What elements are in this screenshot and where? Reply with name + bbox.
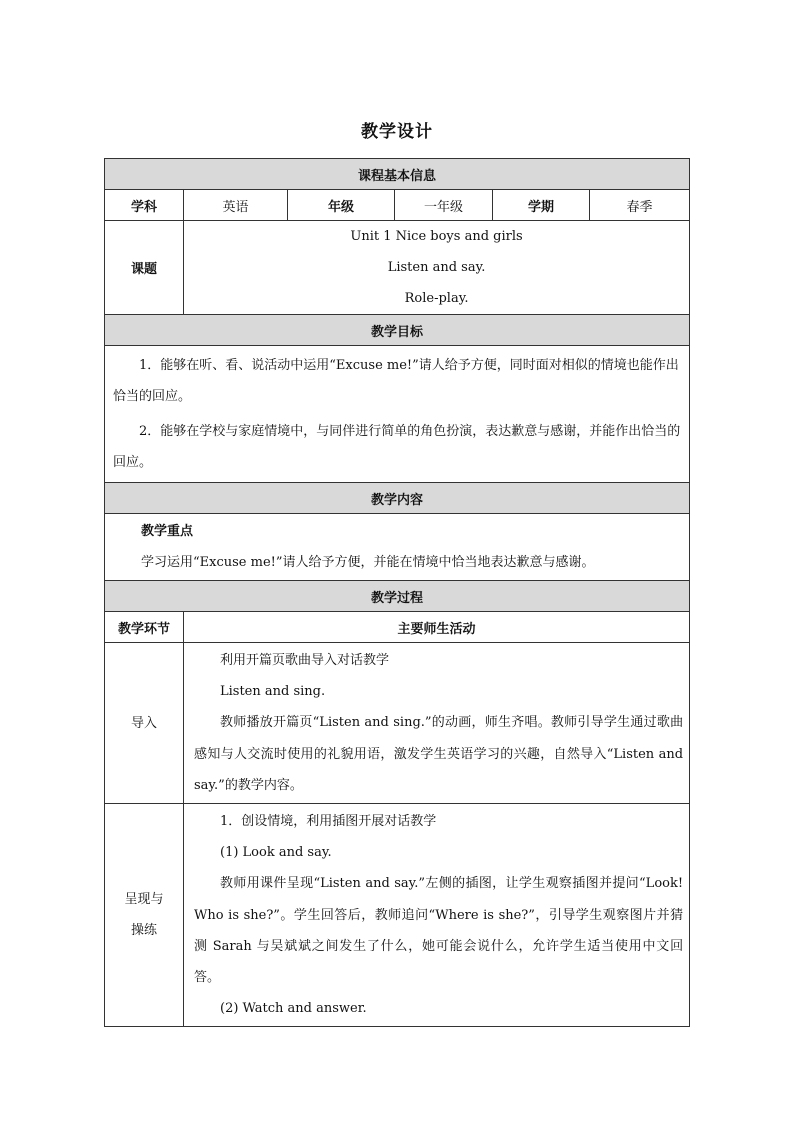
key-point-label: 教学重点	[141, 524, 194, 539]
term-value: 春季	[590, 190, 690, 221]
stage-activity	[184, 643, 690, 804]
topic-label: 课题	[105, 221, 184, 315]
grade-value: 一年级	[395, 190, 493, 221]
activity-line: 教师播放开篇页“Listen and sing.”的动画，师生齐唱。教师引导学生通过歌曲感知与人交流时使用的礼貌用语，激发学生英语学习的兴趣，自然导入“Listen and say.”的教学内容。	[194, 715, 684, 793]
topic-value	[184, 221, 690, 315]
activity-line: 教师用课件呈现“Listen and say.”左侧的插图，让学生观察插图并提问“Look! Who is she?”。学生回答后，教师追问“Where is she?”，引导学生观察图片并猜测 Sarah 与吴斌斌之间发生了什么，她可能会说什么，允许学生适当使用中文回答。	[194, 876, 684, 986]
stage-column-header: 教学环节	[105, 612, 184, 643]
stage-name	[105, 804, 184, 1027]
activity-line: 1．创设情境，利用插图开展对话教学	[220, 814, 437, 830]
subject-label: 学科	[105, 190, 184, 221]
topic-line: Listen and say.	[387, 260, 486, 275]
term-label: 学期	[493, 190, 590, 221]
objective-item: 1．能够在听、看、说活动中运用“Excuse me!”请人给予方便，同时面对相似的情境也能作出恰当的回应。	[113, 358, 679, 404]
activity-line: 利用开篇页歌曲导入对话教学	[220, 653, 390, 668]
section-header-content: 教学内容	[105, 483, 690, 514]
activity-line: (2) Watch and answer.	[220, 1001, 367, 1017]
activity-line: (1) Look and say.	[220, 845, 332, 861]
content-body	[105, 514, 690, 581]
stage-activity	[184, 804, 690, 1027]
activity-line: Listen and sing.	[220, 684, 326, 700]
stage-name-line: 操练	[130, 923, 157, 939]
objectives-body	[105, 346, 690, 483]
topic-line: Unit 1 Nice boys and girls	[350, 229, 523, 244]
topic-line: Role-play.	[404, 291, 469, 306]
grade-label: 年级	[288, 190, 395, 221]
stage-name: 导入	[105, 643, 184, 804]
section-header-objectives: 教学目标	[105, 315, 690, 346]
subject-value: 英语	[184, 190, 288, 221]
key-point-text: 学习运用“Excuse me!”请人给予方便，并能在情境中恰当地表达歉意与感谢。	[141, 555, 595, 570]
lesson-plan-table	[104, 158, 690, 1027]
stage-name-line: 呈现与	[124, 892, 164, 908]
objective-item: 2．能够在学校与家庭情境中，与同伴进行简单的角色扮演，表达歉意与感谢，并能作出恰当的回应。	[113, 424, 681, 470]
section-header-process: 教学过程	[105, 581, 690, 612]
section-header-basic-info: 课程基本信息	[105, 159, 690, 190]
page-title: 教学设计	[361, 122, 433, 142]
activity-column-header: 主要师生活动	[184, 612, 690, 643]
